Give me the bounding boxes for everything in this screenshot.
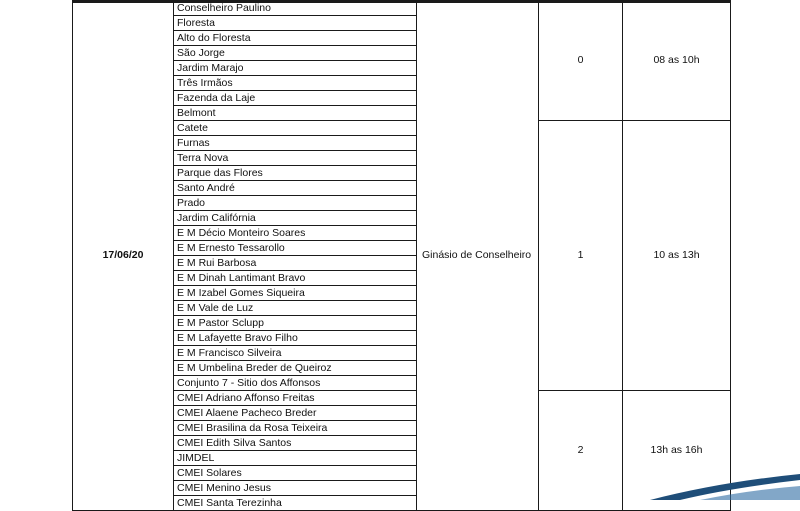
location-cell: Parque das Flores (174, 166, 417, 181)
location-cell: E M Francisco Silveira (174, 346, 417, 361)
time-slot-cell: 10 as 13h (623, 121, 731, 391)
location-cell: Alto do Floresta (174, 31, 417, 46)
location-cell: JIMDEL (174, 451, 417, 466)
location-cell: CMEI Alaene Pacheco Breder (174, 406, 417, 421)
location-cell: E M Lafayette Bravo Filho (174, 331, 417, 346)
location-cell: E M Izabel Gomes Siqueira (174, 286, 417, 301)
location-cell: E M Umbelina Breder de Queiroz (174, 361, 417, 376)
location-cell: Terra Nova (174, 151, 417, 166)
location-cell: E M Décio Monteiro Soares (174, 226, 417, 241)
location-cell: E M Vale de Luz (174, 301, 417, 316)
location-cell: E M Dinah Lantimant Bravo (174, 271, 417, 286)
location-cell: Floresta (174, 16, 417, 31)
schedule-table (72, 0, 731, 511)
group-number-cell: 0 (539, 1, 623, 121)
schedule-table-body (73, 1, 731, 511)
location-cell: CMEI Solares (174, 466, 417, 481)
location-cell: Santo André (174, 181, 417, 196)
location-cell: Conselheiro Paulino (174, 1, 417, 16)
location-cell: CMEI Edith Silva Santos (174, 436, 417, 451)
decorative-swoosh (640, 470, 800, 500)
location-cell: Catete (174, 121, 417, 136)
location-cell: Jardim Marajo (174, 61, 417, 76)
group-number-cell: 1 (539, 121, 623, 391)
location-cell: CMEI Brasilina da Rosa Teixeira (174, 421, 417, 436)
venue-cell: Ginásio de Conselheiro (417, 1, 539, 511)
location-cell: Belmont (174, 106, 417, 121)
time-slot-cell: 08 as 10h (623, 1, 731, 121)
date-cell: 17/06/20 (73, 1, 174, 511)
location-cell: Conjunto 7 - Sitio dos Affonsos (174, 376, 417, 391)
location-cell: E M Ernesto Tessarollo (174, 241, 417, 256)
location-cell: Fazenda da Laje (174, 91, 417, 106)
location-cell: Três Irmãos (174, 76, 417, 91)
location-cell: São Jorge (174, 46, 417, 61)
group-number-cell: 2 (539, 391, 623, 511)
location-cell: Prado (174, 196, 417, 211)
location-cell: CMEI Santa Terezinha (174, 496, 417, 511)
location-cell: E M Rui Barbosa (174, 256, 417, 271)
location-cell: E M Pastor Sclupp (174, 316, 417, 331)
location-cell: CMEI Adriano Affonso Freitas (174, 391, 417, 406)
time-slot-cell: 13h as 16h (623, 391, 731, 511)
location-cell: Furnas (174, 136, 417, 151)
table-row (73, 1, 731, 16)
location-cell: CMEI Menino Jesus (174, 481, 417, 496)
location-cell: Jardim Califórnia (174, 211, 417, 226)
